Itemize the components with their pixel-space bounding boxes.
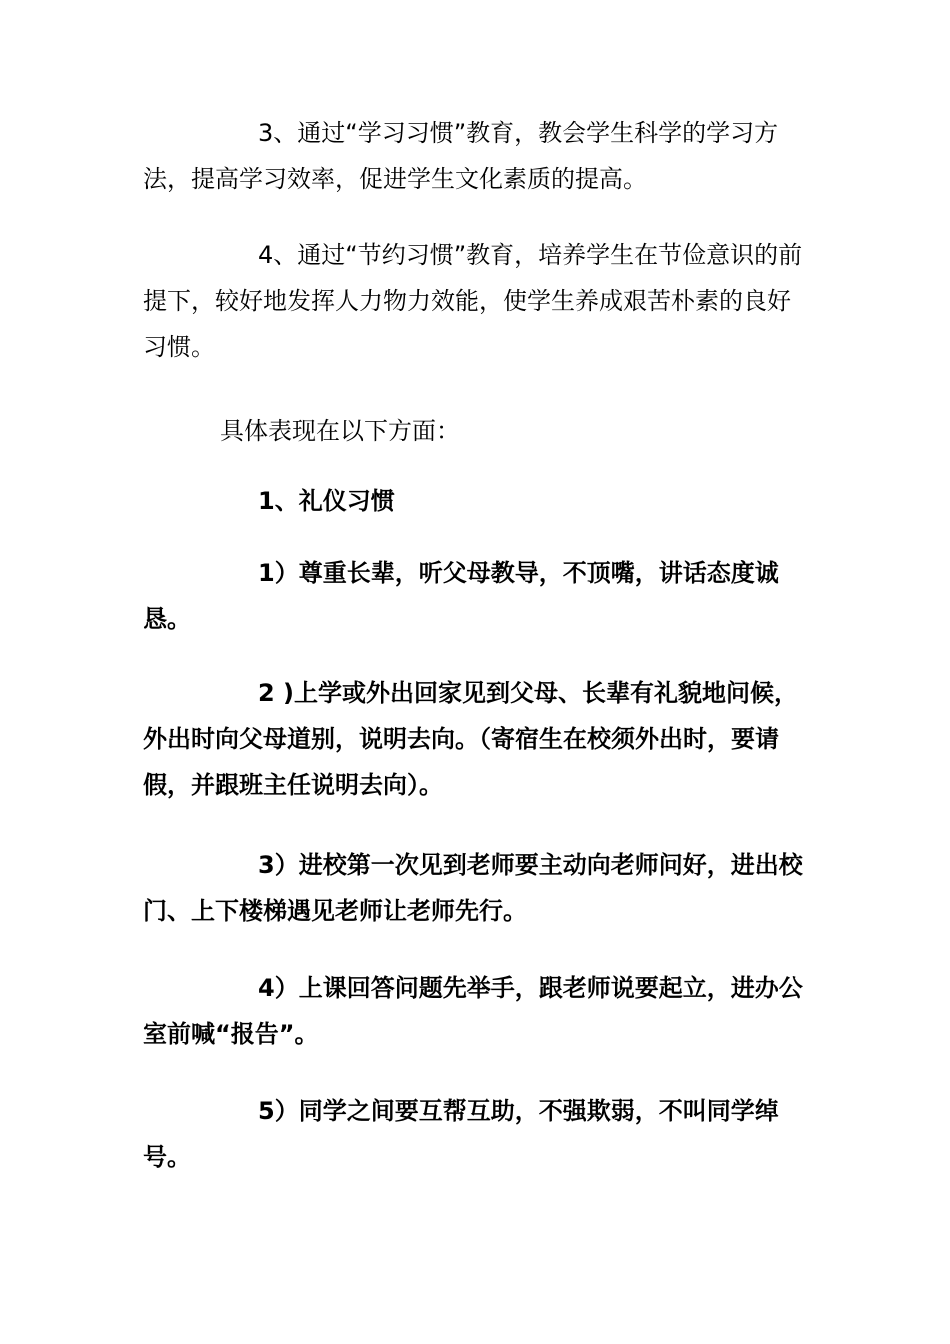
list-item-5: [143, 1088, 808, 1180]
list-item-text: 1）尊重长辈，听父母教导，不顶嘴，讲话态度诚恳。: [143, 559, 779, 633]
list-item-4: [143, 965, 808, 1057]
list-item-text: 4）上课回答问题先举手，跟老师说要起立，进办公室前喊“报告”。: [143, 974, 803, 1048]
paragraph-study-habit: [143, 110, 808, 202]
list-item-text: 5）同学之间要互帮互助，不强欺弱，不叫同学绰号。: [143, 1097, 779, 1171]
heading-text: 1、礼仪习惯: [258, 487, 395, 515]
list-item-1: [143, 550, 808, 642]
section-heading-etiquette: [143, 478, 808, 524]
list-item-2: [143, 670, 808, 808]
paragraph-text: 4、通过“节约习惯”教育，培养学生在节俭意识的前提下，较好地发挥人力物力效能，使学生养成艰苦朴素的良好习惯。: [143, 241, 803, 361]
paragraph-thrift-habit: [143, 232, 808, 370]
list-item-3: [143, 842, 808, 934]
list-item-text: 3）进校第一次见到老师要主动向老师问好，进出校门、上下楼梯遇见老师让老师先行。: [143, 851, 803, 925]
paragraph-intro: [220, 408, 808, 454]
paragraph-text: 具体表现在以下方面：: [220, 417, 460, 445]
list-item-text: 2 )上学或外出回家见到父母、长辈有礼貌地问候，外出时向父母道别，说明去向。（寄宿生在校须外出时，要请假，并跟班主任说明去向）。: [143, 679, 799, 799]
paragraph-text: 3、通过“学习习惯”教育，教会学生科学的学习方法，提高学习效率，促进学生文化素质的提高。: [143, 119, 779, 193]
